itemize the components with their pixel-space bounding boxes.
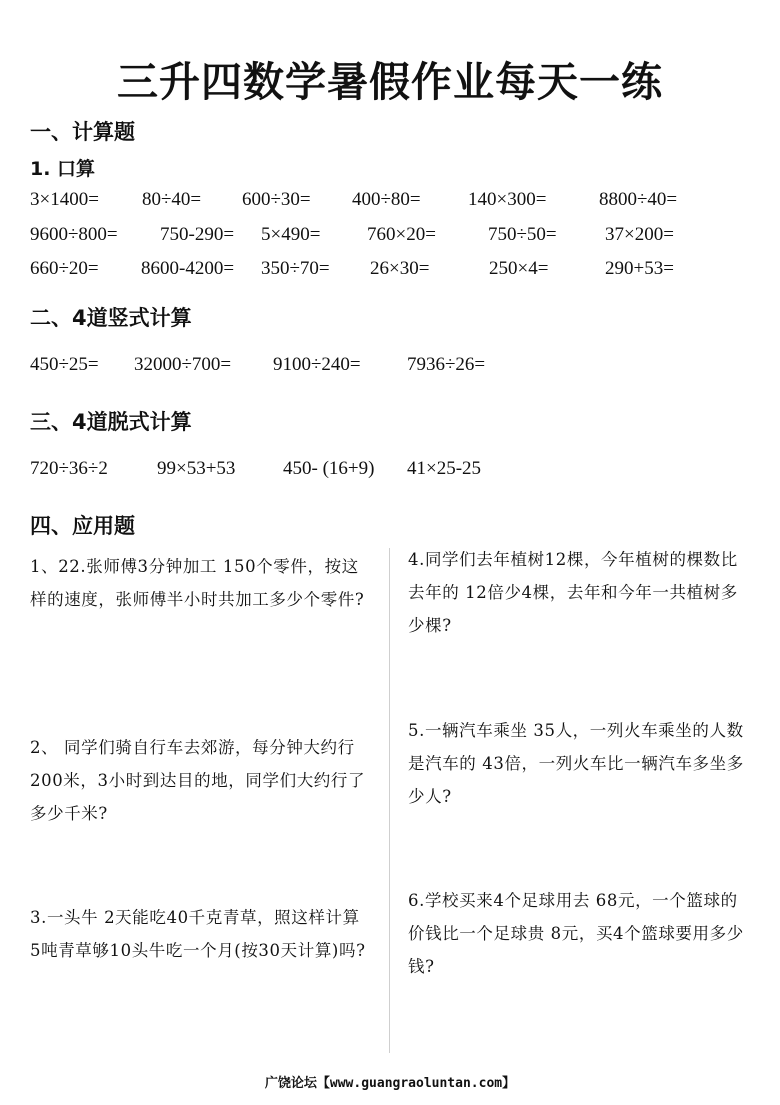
mental-math-item: 290+53= — [605, 258, 674, 279]
section-heading-word-problems: 四、应用题 — [30, 514, 135, 538]
stepwise-calc-item: 99×53+53 — [157, 458, 236, 479]
mental-math-row-3 — [30, 255, 760, 283]
word-problem-3: 3.一头牛 2天能吃40千克青草，照这样计算5吨青草够10头牛吃一个月(按30天计算)吗? — [30, 908, 366, 960]
vertical-calc-item: 7936÷26= — [407, 354, 486, 375]
section-heading-stepwise-calculation: 三、4道脱式计算 — [30, 410, 192, 434]
word-problem-6: 6.学校买来4个足球用去 68元，一个篮球的价钱比一个足球贵 8元，买4个篮球要用多少钱? — [408, 891, 744, 976]
mental-math-item: 760×20= — [367, 224, 436, 245]
mental-math-item: 400÷80= — [352, 189, 421, 210]
mental-math-row-1 — [30, 186, 760, 214]
subheading-mental-math: 1. 口算 — [30, 158, 96, 180]
vertical-calc-item: 32000÷700= — [134, 354, 232, 375]
mental-math-item: 750÷50= — [488, 224, 557, 245]
mental-math-item: 660÷20= — [30, 258, 99, 279]
column-divider — [389, 548, 390, 1053]
section-heading-calculation: 一、计算题 — [30, 120, 135, 144]
vertical-calc-item: 9100÷240= — [273, 354, 361, 375]
mental-math-item: 5×490= — [261, 224, 321, 245]
mental-math-item: 600÷30= — [242, 189, 311, 210]
section-heading-vertical-calculation: 二、4道竖式计算 — [30, 306, 192, 330]
stepwise-calc-item: 450- (16+9) — [283, 458, 375, 479]
stepwise-calc-item: 720÷36÷2 — [30, 458, 108, 479]
mental-math-item: 26×30= — [370, 258, 430, 279]
vertical-calc-item: 450÷25= — [30, 354, 99, 375]
mental-math-item: 8800÷40= — [599, 189, 678, 210]
mental-math-item: 3×1400= — [30, 189, 99, 210]
word-problem-1: 1、22.张师傅3分钟加工 150个零件，按这样的速度，张师傅半小时共加工多少个零件? — [30, 557, 365, 609]
footer-source: 广饶论坛【www.guangraoluntan.com】 — [264, 1076, 516, 1091]
word-problem-2: 2、 同学们骑自行车去郊游，每分钟大约行 200米，3小时到达目的地，同学们大约行了多少千米? — [30, 738, 366, 823]
stepwise-calculation-row — [30, 455, 760, 483]
mental-math-item: 350÷70= — [261, 258, 330, 279]
word-problem-4: 4.同学们去年植树12棵，今年植树的棵数比去年的 12倍少4棵，去年和今年一共植树多少棵? — [408, 550, 738, 635]
mental-math-item: 9600÷800= — [30, 224, 118, 245]
stepwise-calc-item: 41×25-25 — [407, 458, 482, 479]
mental-math-item: 140×300= — [468, 189, 547, 210]
mental-math-item: 8600-4200= — [141, 258, 235, 279]
mental-math-item: 37×200= — [605, 224, 674, 245]
mental-math-item: 750-290= — [160, 224, 235, 245]
page-title: 三升四数学暑假作业每天一练 — [117, 58, 663, 106]
mental-math-item: 80÷40= — [142, 189, 202, 210]
vertical-calculation-row — [30, 351, 760, 379]
mental-math-item: 250×4= — [489, 258, 549, 279]
word-problem-5: 5.一辆汽车乘坐 35人，一列火车乘坐的人数是汽车的 43倍，一列火车比一辆汽车多坐多少人? — [408, 721, 744, 806]
mental-math-row-2 — [30, 221, 760, 249]
